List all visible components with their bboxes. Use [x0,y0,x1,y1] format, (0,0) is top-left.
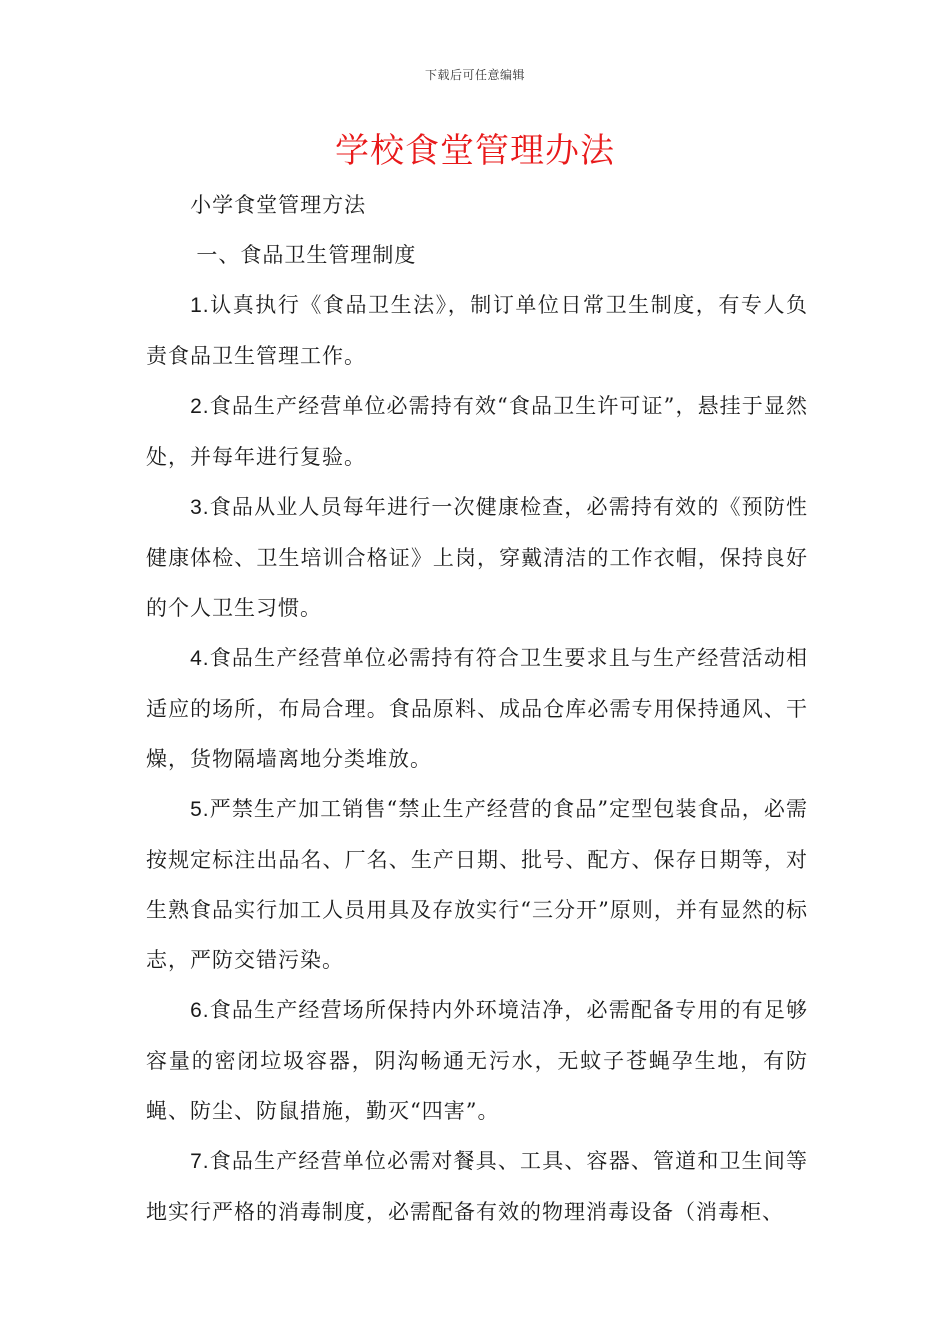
paragraph-item [146,280,808,381]
document-title: 学校食堂管理办法 [335,131,615,171]
paragraph-item [146,985,808,1136]
document-subtitle: 小学食堂管理方法 [190,193,367,217]
item-number: 2. [190,395,210,418]
item-text: 严禁生产加工销售“禁止生产经营的食品”定型包装食品，必需按规定标注出品名、厂名、生产日期、批号、配方、保存日期等，对生熟食品实行加工人员用具及存放实行“三分开”原则，并有显然的标志，严防交错污染。 [146,797,808,972]
item-text: 食品生产经营单位必需持有效“食品卫生许可证”，悬挂于显然处，并每年进行复验。 [146,394,808,469]
item-text: 食品生产经营单位必需持有符合卫生要求且与生产经营活动相适应的场所，布局合理。食品原料、成品仓库必需专用保持通风、干燥，货物隔墙离地分类堆放。 [146,646,808,771]
item-text: 食品从业人员每年进行一次健康检查，必需持有效的《预防性健康体检、卫生培训合格证》上岗，穿戴清洁的工作衣帽，保持良好的个人卫生习惯。 [146,495,808,620]
paragraph-item [146,1136,808,1237]
header-note: 下载后可任意编辑 [424,68,525,82]
item-number: 1. [190,294,210,317]
item-number: 3. [190,496,210,519]
paragraph-item [146,784,808,985]
paragraph-item [146,633,808,784]
item-text: 食品生产经营场所保持内外环境洁净，必需配备专用的有足够容量的密闭垃圾容器，阴沟畅通无污水，无蚊子苍蝇孕生地，有防蝇、防尘、防鼠措施，勤灭“四害”。 [146,998,808,1123]
paragraph-item [146,482,808,633]
paragraph-item [146,381,808,482]
document-body [146,180,808,1237]
item-number: 7. [190,1150,210,1173]
item-number: 4. [190,647,210,670]
item-text: 食品生产经营单位必需对餐具、工具、容器、管道和卫生间等地实行严格的消毒制度，必需配备有效的物理消毒设备（消毒柜、 [146,1149,808,1224]
item-text: 认真执行《食品卫生法》，制订单位日常卫生制度，有专人负责食品卫生管理工作。 [146,293,808,368]
item-number: 5. [190,798,210,821]
section-heading: 一、食品卫生管理制度 [196,243,417,267]
item-number: 6. [190,999,210,1022]
